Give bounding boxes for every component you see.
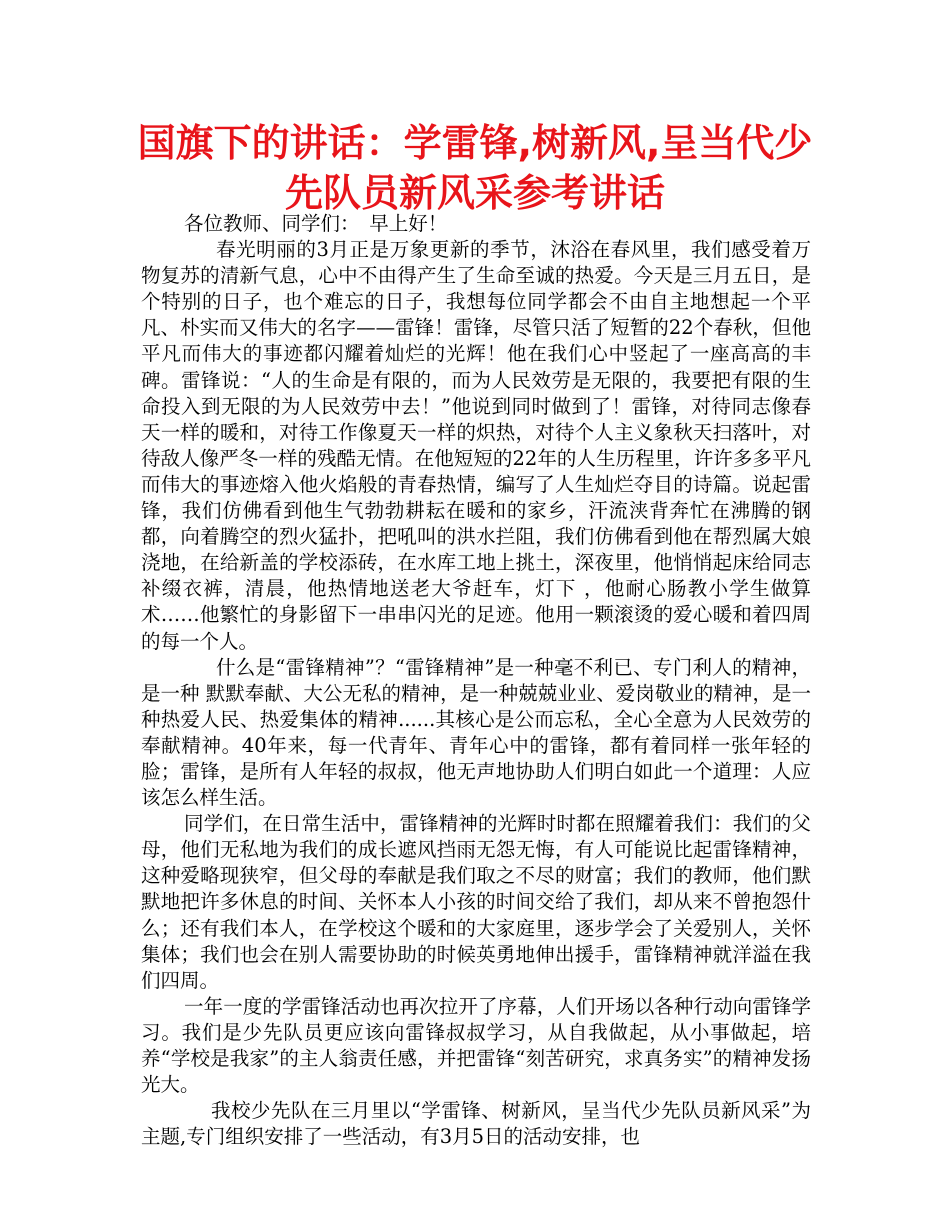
paragraph-4: 一年一度的学雷锋活动也再次拉开了序幕，人们开场以各种行动向雷锋学习。我们是少先队员更应该向雷锋叔叔学习，从自我做起，从小事做起，培养“学校是我家”的主人翁责任感，并把雷锋“刻苦研究，求真务实”的精神发扬光大。: [141, 994, 811, 1097]
document-body: [141, 211, 811, 1150]
paragraph-2: 什么是“雷锋精神”？“雷锋精神”是一种毫不利已、专门利人的精神，是一种 默默奉献、大公无私的精神，是一种兢兢业业、爱岗敬业的精神，是一种热爱人民、热爱集体的精神......其核心是公而忘私，全心全意为人民效劳的奉献精神。40年来，每一代青年、青年心中的雷锋，都有着同样一张年轻的脸；雷锋，是所有人年轻的叔叔，他无声地协助人们明白如此一个道理：人应该怎么样生活。: [141, 655, 811, 810]
document-title: 国旗下的讲话：学雷锋,树新风,呈当代少先队员新风采参考讲话: [137, 121, 813, 215]
paragraph-5: 我校少先队在三月里以“学雷锋、树新风，呈当代少先队员新风采”为主题,专门组织安排了一些活动，有3月5日的活动安排，也: [141, 1099, 811, 1149]
paragraph-3: 同学们，在日常生活中，雷锋精神的光辉时时都在照耀着我们：我们的父母，他们无私地为我们的成长遮风挡雨无怨无悔，有人可能说比起雷锋精神，这种爱略现狭窄，但父母的奉献是我们取之不尽的财富；我们的教师，他们默默地把许多休息的时间、关怀本人小孩的时间交给了我们，却从来不曾抱怨什么；还有我们本人，在学校这个暖和的大家庭里，逐步学会了关爱别人，关怀集体；我们也会在别人需要协助的时候英勇地伸出援手，雷锋精神就洋溢在我们四周。: [141, 812, 811, 992]
greeting-line: 各位教师、同学们： 早上好！: [184, 212, 448, 235]
paragraph-1: 春光明丽的3月正是万象更新的季节，沐浴在春风里，我们感受着万物复苏的清新气息，心中不由得产生了生命至诚的热爱。今天是三月五日，是个特别的日子，也个难忘的日子，我想每位同学都会不由自主地想起一个平凡、朴实而又伟大的名字——雷锋！雷锋，尽管只活了短暂的22个春秋，但他平凡而伟大的事迹都闪耀着灿烂的光辉！他在我们心中竖起了一座高高的丰碑。雷锋说：“人的生命是有限的，而为人民效劳是无限的，我要把有限的生命投入到无限的为人民效劳中去！”他说到同时做到了！雷锋，对待同志像春天一样的暖和，对待工作像夏天一样的炽热，对待个人主义象秋天扫落叶，对待敌人像严冬一样的残酷无情。在他短短的22年的人生历程里，许许多多平凡而伟大的事迹熔入他火焰般的青春热情，编写了人生灿烂夺目的诗篇。说起雷锋，我们仿佛看到他生气勃勃耕耘在暖和的家乡，汗流浃背奔忙在沸腾的钢都，向着腾空的烈火猛扑，把吼叫的洪水拦阻，我们仿佛看到他在帮烈属大娘浇地，在给新盖的学校添砖，在水库工地上挑土，深夜里，他悄悄起床给同志补缀衣裤，清晨，他热情地送老大爷赶车，灯下 ，他耐心肠教小学生做算术……他繁忙的身影留下一串串闪光的足迹。他用一颗滚烫的爱心暖和着四周的每一个人。: [141, 238, 811, 653]
